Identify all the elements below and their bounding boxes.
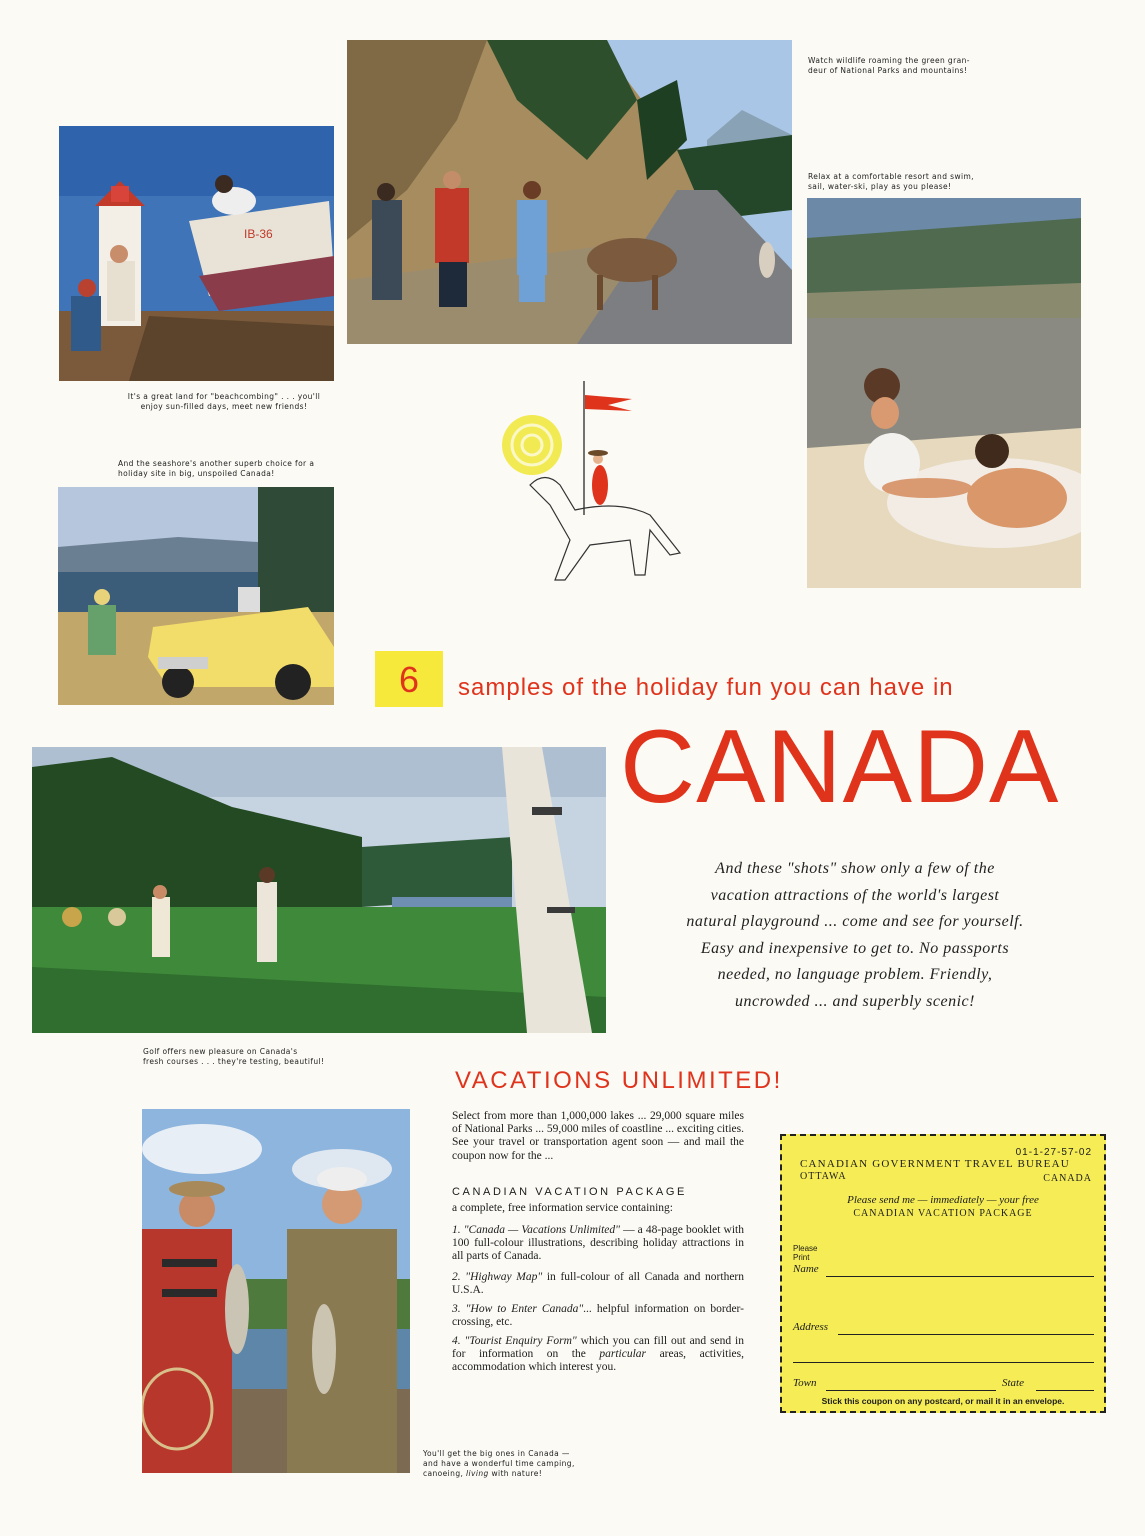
- coupon-package: CANADIAN VACATION PACKAGE: [853, 1208, 1033, 1219]
- photo-wildlife-road: [347, 40, 792, 344]
- caption-line: and have a wonderful time camping,: [423, 1459, 575, 1468]
- tagline-line: natural playground ... come and see for yourself.: [686, 913, 1024, 930]
- coupon-code: 01-1-27-57-02: [1015, 1147, 1092, 1158]
- caption-line: enjoy sun-filled days, meet new friends!: [140, 402, 308, 411]
- tagline-line: Easy and inexpensive to get to. No passports: [700, 939, 1010, 957]
- town-field[interactable]: [826, 1390, 996, 1391]
- package-item-4: [452, 1335, 744, 1375]
- caption-golf: [143, 1047, 363, 1067]
- caption-wildlife: [808, 56, 1008, 76]
- package-item-2: [452, 1271, 744, 1297]
- caption-beachcombing: [110, 392, 338, 412]
- tagline-line: vacation attractions of the world's largest: [710, 886, 1000, 904]
- caption-line: deur of National Parks and mountains!: [808, 66, 968, 75]
- item-text: which you can fill out and send in for information on the: [452, 1335, 744, 1361]
- package-item-1: [452, 1224, 744, 1264]
- name-label: Name: [793, 1263, 819, 1275]
- caption-line: holiday site in big, unspoiled Canada!: [118, 469, 275, 478]
- caption-line: fresh courses . . . they're testing, beautiful!: [143, 1057, 325, 1066]
- photo-golf: [32, 747, 606, 1033]
- caption-line: sail, water-ski, play as you please!: [808, 182, 952, 191]
- caption-seashore: [118, 459, 340, 479]
- caption-text: canoeing,: [423, 1469, 467, 1478]
- coupon-country: CANADA: [1043, 1173, 1092, 1184]
- tagline: [640, 856, 1070, 1015]
- caption-text: with nature!: [488, 1469, 543, 1478]
- coupon-organization: CANADIAN GOVERNMENT TRAVEL BUREAU: [800, 1158, 1070, 1170]
- tagline-line: uncrowded ... and superbly scenic!: [735, 992, 975, 1010]
- item-text: ... helpful information on border-crossing, etc.: [452, 1303, 744, 1329]
- name-field[interactable]: [826, 1276, 1094, 1277]
- tagline-line: And these "shots" show only a few of the: [715, 860, 995, 877]
- print-note-line: Print: [793, 1253, 810, 1262]
- photo-lighthouse-boat: [59, 126, 334, 381]
- photo-seashore-car: [58, 487, 334, 705]
- town-label: Town: [793, 1377, 817, 1389]
- package-subheading: a complete, free information service containing:: [452, 1202, 673, 1214]
- coupon-city: OTTAWA: [800, 1171, 847, 1182]
- address-field[interactable]: [838, 1334, 1094, 1335]
- state-field[interactable]: [1036, 1390, 1094, 1391]
- item-text: areas, activities, accommodation which interest you.: [452, 1348, 744, 1374]
- caption-line: You'll get the big ones in Canada —: [423, 1449, 570, 1458]
- item-title: 1. "Canada — Vacations Unlimited": [452, 1224, 620, 1236]
- tagline-line: needed, no language problem. Friendly,: [717, 966, 993, 983]
- item-text-emphasis: particular: [599, 1348, 647, 1361]
- item-title: 3. "How to Enter Canada": [452, 1303, 584, 1315]
- coupon-print-note: [793, 1244, 817, 1262]
- boat-label: IB-36: [244, 227, 273, 241]
- caption-line: And the seashore's another superb choice for a: [118, 459, 315, 468]
- coupon-footer: Stick this coupon on any postcard, or mail it in an envelope.: [821, 1396, 1065, 1406]
- state-label: State: [1002, 1377, 1024, 1389]
- mountie-illustration: [480, 375, 700, 595]
- coupon-request: Please send me — immediately — your free: [847, 1194, 1039, 1206]
- mail-coupon[interactable]: [780, 1134, 1106, 1413]
- caption-line: Watch wildlife roaming the green gran-: [808, 56, 970, 65]
- caption-emphasis: living: [466, 1469, 489, 1478]
- item-text: — a 48-page booklet with 100 full-colour illustrations, describing holiday attractions in all parts of Canada.: [452, 1224, 744, 1263]
- item-title: 2. "Highway Map": [452, 1271, 543, 1283]
- address-field-line-2[interactable]: [793, 1362, 1094, 1363]
- caption-fishing: [423, 1449, 623, 1479]
- caption-resort: [808, 172, 1008, 192]
- package-heading: CANADIAN VACATION PACKAGE: [452, 1186, 687, 1198]
- caption-line: It's a great land for "beachcombing" . . . you'll: [127, 392, 321, 401]
- photo-beach-couple: [807, 198, 1081, 588]
- vacations-intro: Select from more than 1,000,000 lakes ... 29,000 square miles of National Parks ... 59,000 miles of coastline ... exciting cities. See your travel or transportation agent soon — and mail the coupon now for the ...: [452, 1110, 744, 1162]
- caption-line: Golf offers new pleasure on Canada's: [143, 1047, 298, 1056]
- photo-fishermen: [142, 1109, 410, 1473]
- item-text: in full-colour of all Canada and northern U.S.A.: [452, 1271, 745, 1297]
- caption-line: [423, 1469, 623, 1479]
- package-item-3: [452, 1303, 744, 1329]
- item-title: 4. "Tourist Enquiry Form": [452, 1335, 577, 1347]
- caption-line: Relax at a comfortable resort and swim,: [808, 172, 974, 181]
- headline-text: samples of the holiday fun you can have in: [458, 674, 954, 701]
- country-title: CANADA: [620, 709, 1060, 825]
- print-note-line: Please: [793, 1244, 818, 1253]
- address-label: Address: [793, 1321, 829, 1333]
- number-badge: 6: [375, 651, 443, 707]
- vacations-heading: VACATIONS UNLIMITED!: [455, 1067, 783, 1094]
